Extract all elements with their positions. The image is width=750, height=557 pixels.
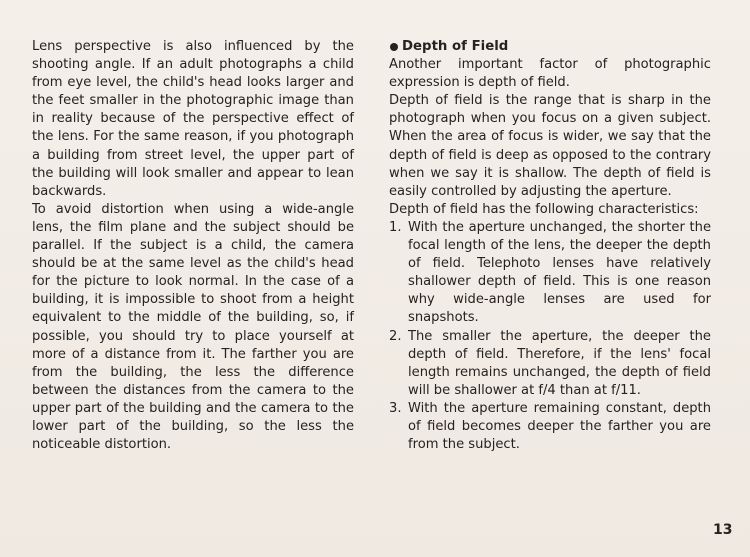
list-item-text: With the aperture unchanged, the shorter the focal length of the lens, the deeper the depth of field. Telephoto lenses have relatively shallower depth of field. This is one reason why wide-angle lenses are used for snapshots.: [408, 219, 711, 326]
section-heading-text: Depth of Field: [402, 39, 509, 54]
paragraph-definition: Depth of field is the range that is sharp in the photograph when you focus on a given subject. When the area of focus is wider, we say that the depth of field is deep as opposed to the contrary when we say it is shallow. The depth of field is easily controlled by adjusting the aperture.: [389, 93, 711, 199]
list-item: [389, 328, 711, 400]
bullet-icon: [390, 43, 398, 51]
left-column: [32, 38, 354, 454]
right-column: [389, 38, 711, 454]
list-item-text: The smaller the aperture, the deeper the depth of field. Therefore, if the lens' focal length remains unchanged, the depth of field will be shallower at f/4 than at f/11.: [408, 328, 711, 398]
list-item: [389, 400, 711, 454]
characteristics-list: [389, 219, 711, 454]
list-item-number: 3.: [389, 400, 402, 416]
section-heading: [389, 38, 711, 56]
list-item: [389, 219, 711, 328]
paragraph-lens-perspective: Lens perspective is also influenced by the shooting angle. If an adult photographs a child from eye level, the child's head looks larger and the feet smaller in the photographic image than in reality because of the perspective effect of the lens. For the same reason, if you photograph a building from street level, the upper part of the building will look smaller and appear to lean backwards.: [32, 39, 354, 199]
page-number: 13: [713, 522, 733, 538]
list-item-number: 1.: [389, 219, 402, 235]
list-item-text: With the aperture remaining constant, depth of field becomes deeper the farther you are from the subject.: [408, 400, 711, 453]
paragraph-intro: Another important factor of photographic expression is depth of field.: [389, 57, 711, 91]
paragraph-avoid-distortion: To avoid distortion when using a wide-angle lens, the film plane and the subject should be parallel. If the subject is a child, the camera should be at the same level as the child's head for the picture to look normal. In the case of a building, it is impossible to shoot from a height equivalent to the middle of the building, so, if possible, you should try to place yourself at more of a distance from it. The farther you are from the building, the less the difference between the distances from the camera to the upper part of the building and the camera to the lower part of the building, so the less the noticeable distortion.: [32, 201, 354, 453]
paragraph-characteristics: Depth of field has the following characteristics:: [389, 201, 699, 217]
list-item-number: 2.: [389, 328, 402, 344]
